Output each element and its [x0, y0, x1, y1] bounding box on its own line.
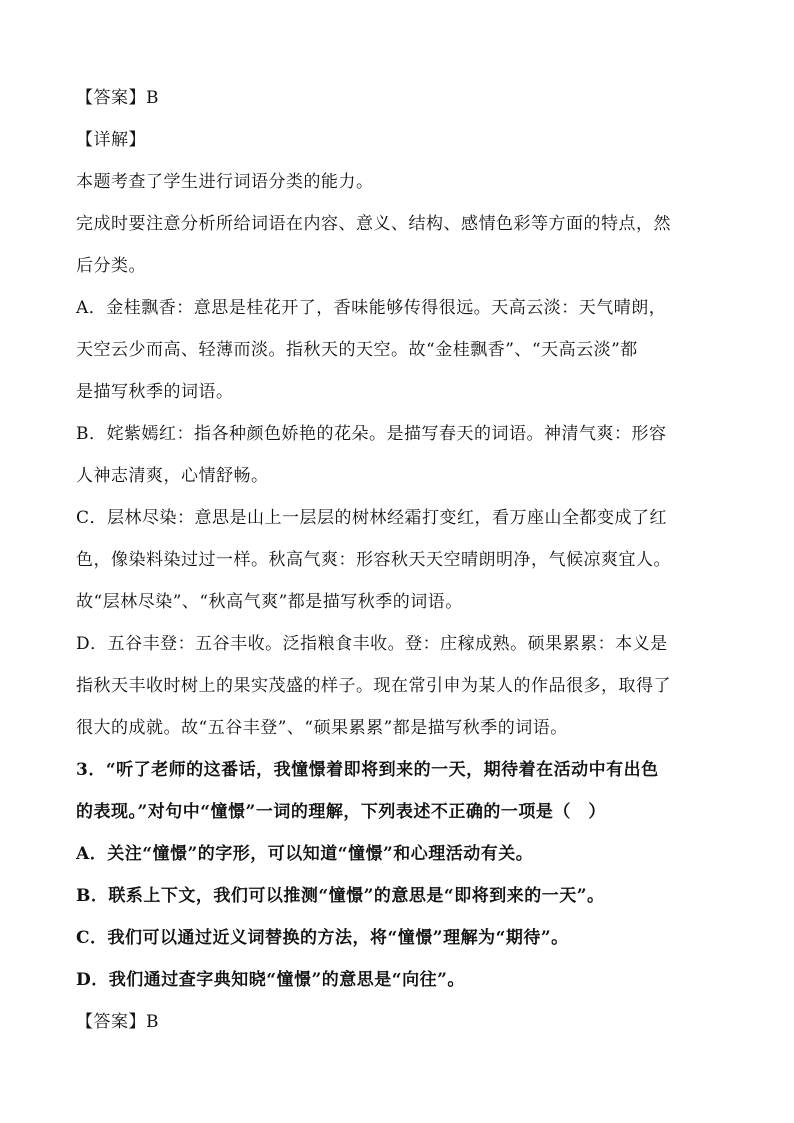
option-b-line-1: B．姹紫嫣红：指各种颜色娇艳的花朵。是描写春天的词语。神清气爽：形容 — [76, 424, 667, 444]
option-a-line-3: 是描写秋季的词语。 — [76, 382, 234, 402]
option-d-line-2: 指秋天丰收时树上的果实茂盛的样子。现在常引申为某人的作品很多，取得了 — [76, 676, 671, 696]
option-a-line-2: 天空云少而高、轻薄而淡。指秋天的天空。故“金桂飘香”、“天高云淡”都 — [76, 340, 638, 360]
intro-paragraph: 本题考查了学生进行词语分类的能力。 — [76, 172, 374, 192]
method-paragraph-line-2: 后分类。 — [76, 256, 146, 276]
question-3-line-1: 3．“听了老师的这番话，我憧憬着即将到来的一天，期待着在活动中有出色 — [76, 760, 659, 780]
option-c-line-3: 故“层林尽染”、“秋高气爽”都是描写秋季的词语。 — [76, 592, 463, 612]
detail-label: 【详解】 — [76, 130, 146, 150]
question-3-option-c: C．我们可以通过近义词替换的方法，将“憧憬”理解为“期待”。 — [76, 928, 569, 948]
option-d-line-3: 很大的成就。故“五谷丰登”、“硕果累累”都是描写秋季的词语。 — [76, 718, 568, 738]
question-3-line-2: 的表现。”对句中“憧憬”一词的理解，下列表述不正确的一项是（ ） — [76, 802, 606, 822]
answer-label: 【答案】B — [76, 88, 159, 108]
question-3-option-d: D．我们通过查字典知晓“憧憬”的意思是“向往”。 — [76, 970, 465, 990]
option-c-line-2: 色，像染料染过过一样。秋高气爽：形容秋天天空晴朗明净，气候凉爽宜人。 — [76, 550, 671, 570]
option-a-line-1: A．金桂飘香：意思是桂花开了，香味能够传得很远。天高云淡：天气晴朗， — [76, 298, 667, 318]
option-d-line-1: D．五谷丰登：五谷丰收。泛指粮食丰收。登：庄稼成熟。硕果累累：本义是 — [76, 634, 668, 654]
option-c-line-1: C．层林尽染：意思是山上一层层的树林经霜打变红，看万座山全都变成了红 — [76, 508, 668, 528]
option-b-line-2: 人神志清爽，心情舒畅。 — [76, 466, 269, 486]
question-3-option-a: A．关注“憧憬”的字形，可以知道“憧憬”和心理活动有关。 — [76, 844, 534, 864]
question-3-option-b: B．联系上下文，我们可以推测“憧憬”的意思是“即将到来的一天”。 — [76, 886, 605, 906]
method-paragraph-line-1: 完成时要注意分析所给词语在内容、意义、结构、感情色彩等方面的特点，然 — [76, 214, 671, 234]
answer-label-2: 【答案】B — [76, 1012, 159, 1032]
